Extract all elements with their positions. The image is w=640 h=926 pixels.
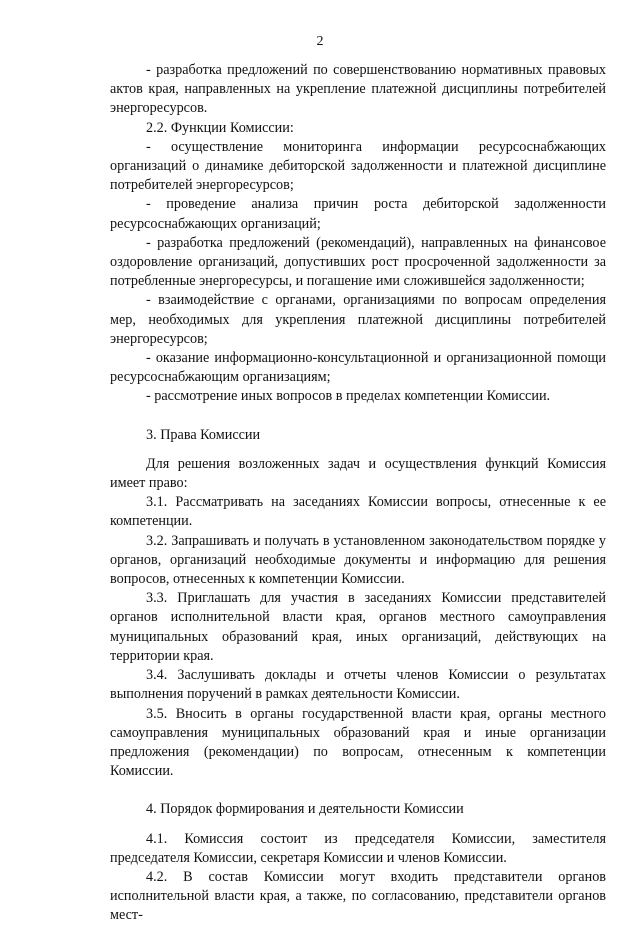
- paragraph: 3.2. Запрашивать и получать в установленном законодательством порядке у органов, организаций необходимые документы и информацию для решения вопросов, отнесенных к компетенции Комиссии.: [110, 532, 606, 588]
- paragraph: 4.2. В состав Комиссии могут входить представители органов исполнительной власти края, а также, по согласованию, представители органов мест-: [110, 868, 606, 924]
- paragraph: Для решения возложенных задач и осуществления функций Комиссия имеет право:: [110, 455, 606, 492]
- paragraph: 4.1. Комиссия состоит из председателя Комиссии, заместителя председателя Комиссии, секретаря Комиссии и членов Комиссии.: [110, 830, 606, 866]
- paragraph: 2.2. Функции Комиссии:: [146, 119, 294, 136]
- paragraph: - осуществление мониторинга информации ресурсоснабжающих организаций о динамике дебиторской задолженности и платежной дисциплине потребителей энергоресурсов;: [110, 138, 606, 194]
- section-heading: 4. Порядок формирования и деятельности Комиссии: [146, 801, 464, 818]
- paragraph: - разработка предложений (рекомендаций), направленных на финансовое оздоровление организаций, допустивших рост просроченной задолженности за потребленные энергоресурсы, и погашение ими сложившейся задолженности;: [110, 234, 606, 290]
- section-heading: 3. Права Комиссии: [146, 426, 261, 443]
- paragraph: - рассмотрение иных вопросов в пределах компетенции Комиссии.: [146, 388, 551, 405]
- document-body: [110, 61, 606, 926]
- paragraph: - разработка предложений по совершенствованию нормативных правовых актов края, направленных на укрепление платежной дисциплины потребителей энергоресурсов.: [110, 62, 606, 117]
- page-number: 2: [316, 34, 324, 49]
- paragraph: - взаимодействие с органами, организациями по вопросам определения мер, необходимых для укрепления платежной дисциплины потребителей энергоресурсов;: [110, 292, 606, 347]
- paragraph: 3.5. Вносить в органы государственной власти края, органы местного самоуправления муниципальных образований края и иные организации предложения (рекомендации) по вопросам, отнесенным к компетенции Комиссии.: [110, 705, 606, 780]
- paragraph: - оказание информационно-консультационной и организационной помощи ресурсоснабжающим организациям;: [110, 350, 606, 386]
- paragraph: - проведение анализа причин роста дебиторской задолженности ресурсоснабжающих организаций;: [110, 196, 606, 232]
- paragraph: 3.1. Рассматривать на заседаниях Комиссии вопросы, отнесенные к ее компетенции.: [110, 494, 606, 530]
- paragraph: 3.3. Приглашать для участия в заседаниях Комиссии представителей органов исполнительной власти края, органов местного самоуправления муниципальных образований края, иных организаций, действующих на территории края.: [110, 590, 606, 664]
- paragraph: 3.4. Заслушивать доклады и отчеты членов Комиссии о результатах выполнения поручений в рамках деятельности Комиссии.: [110, 667, 606, 703]
